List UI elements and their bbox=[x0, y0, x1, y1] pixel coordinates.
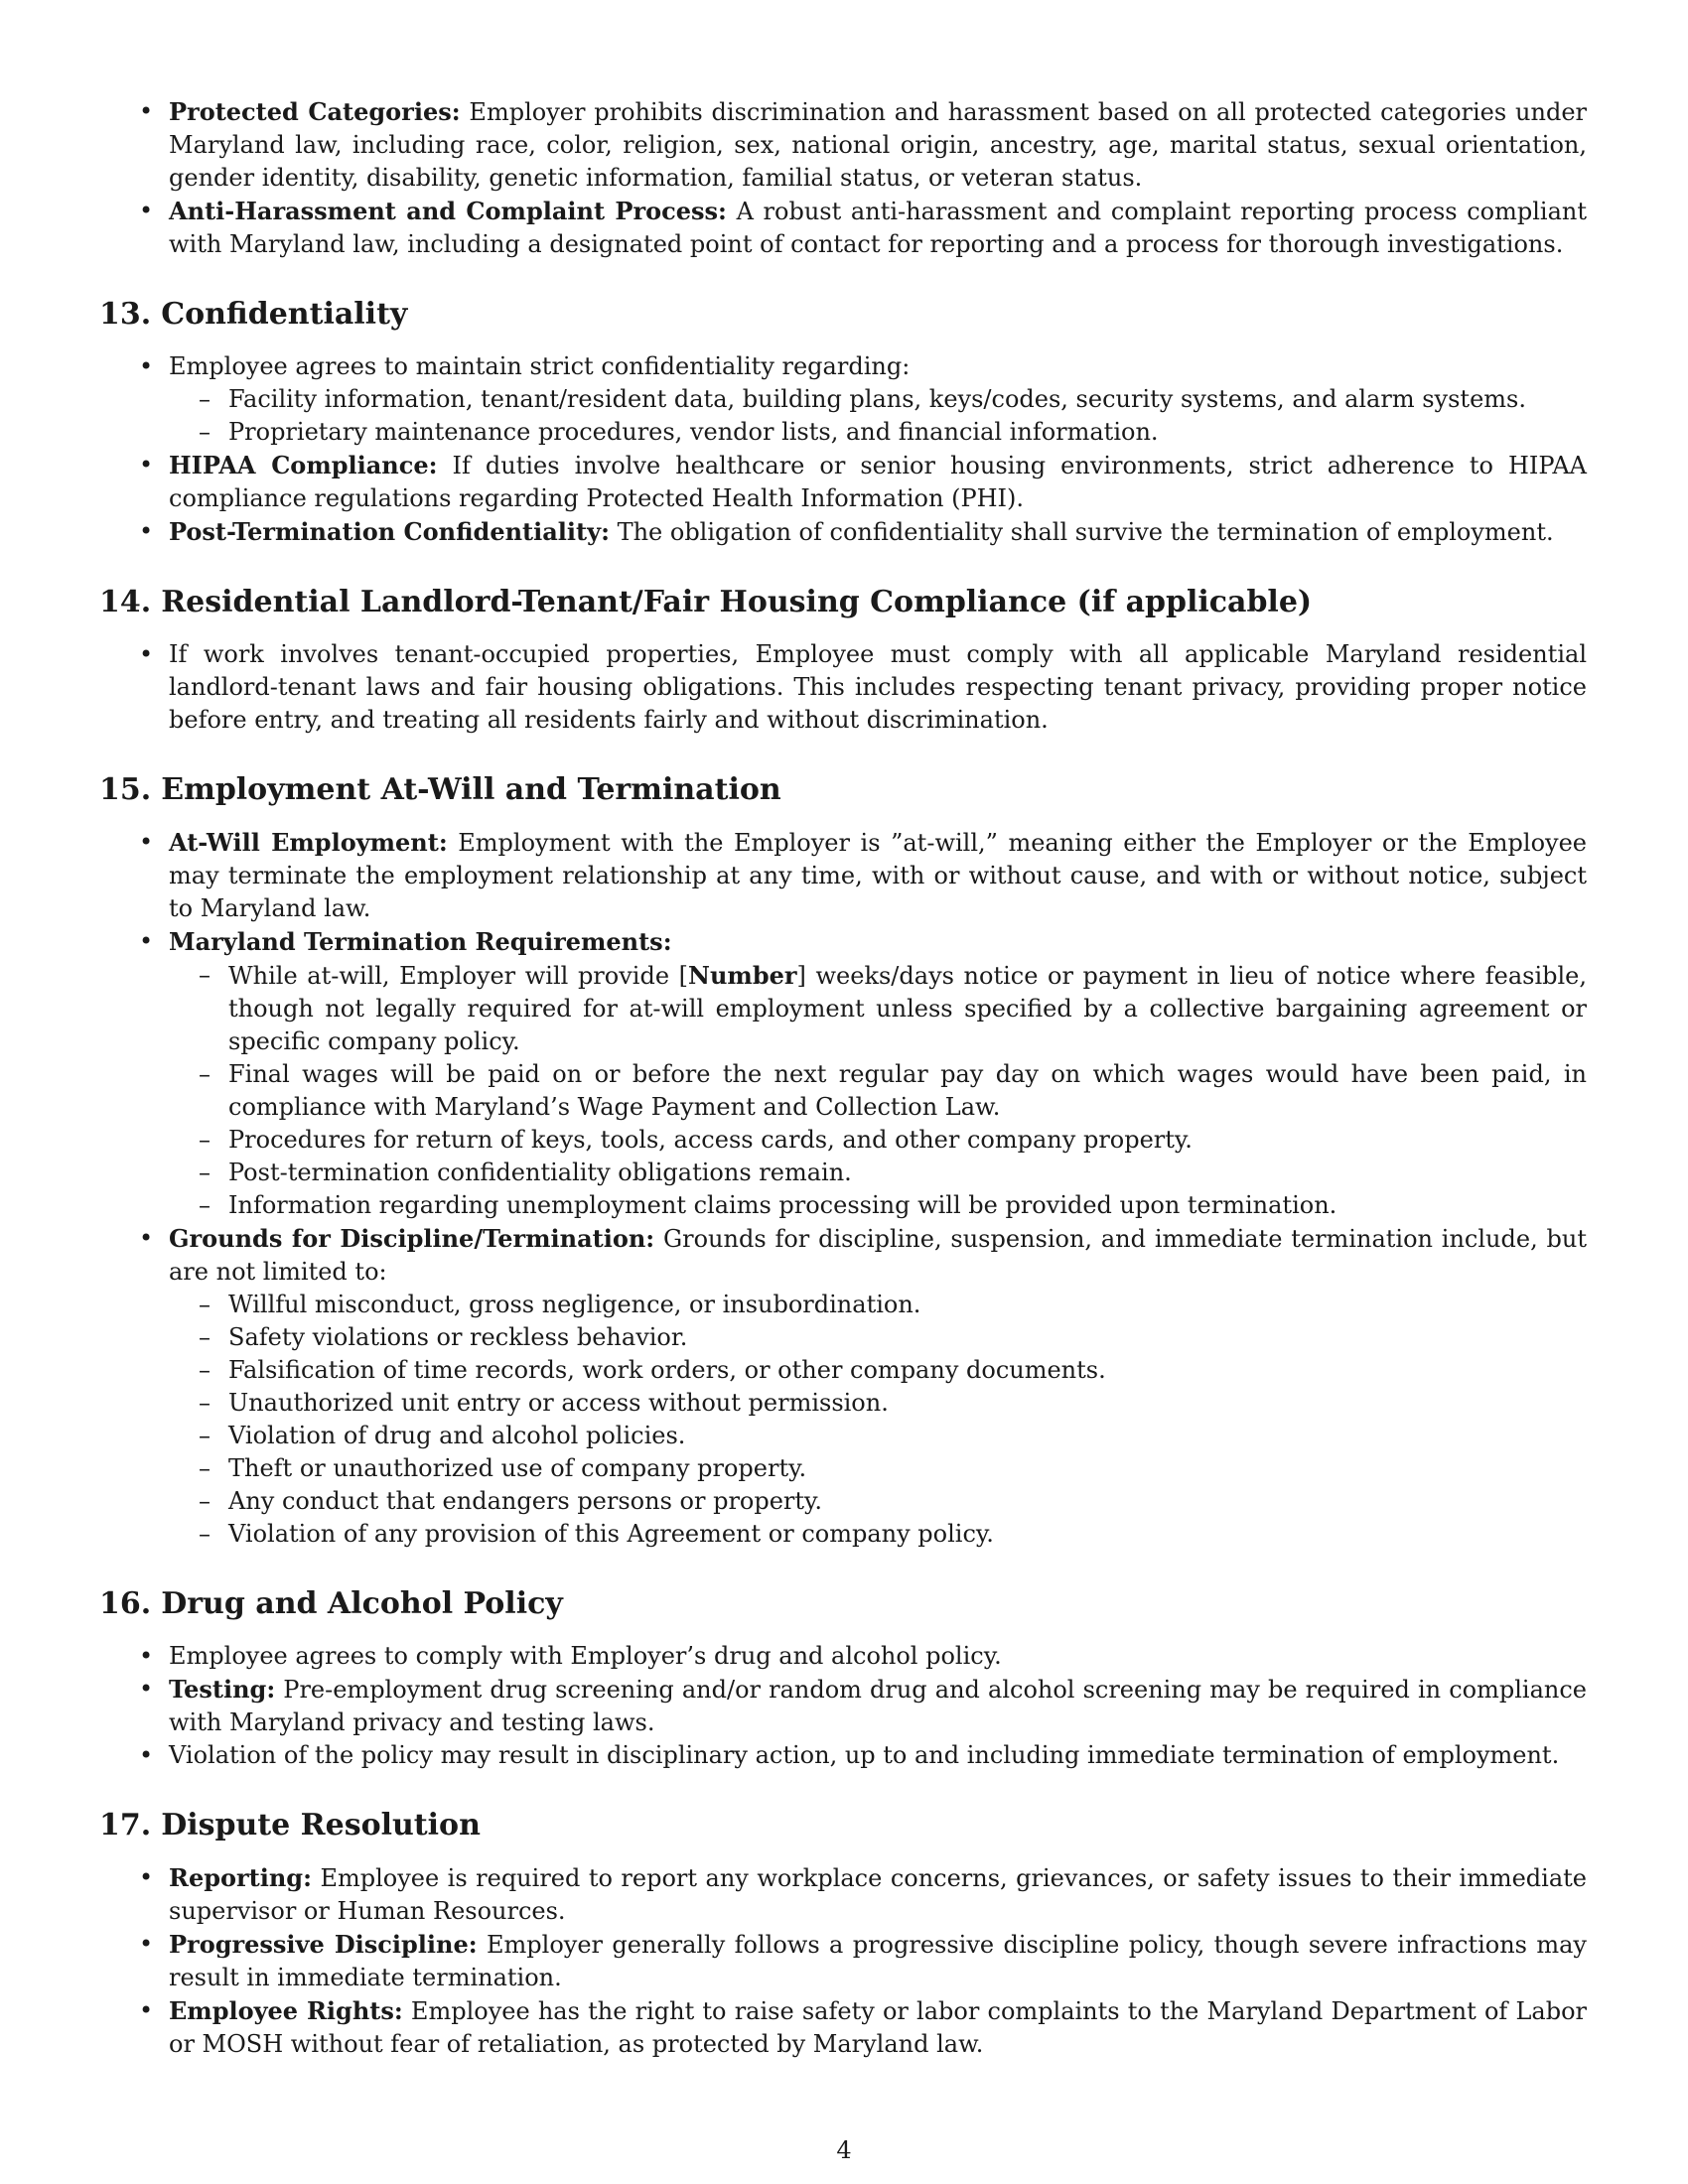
bullet-item bbox=[99, 95, 1587, 195]
section-15 bbox=[99, 772, 1587, 1551]
sub-bullet-item: – Any conduct that endangers persons or property. bbox=[169, 1485, 1587, 1518]
bullet-text: Grounds for discipline, suspension, and immediate termination include, but are not limited to: bbox=[169, 1225, 1587, 1286]
intro-bullet-list bbox=[99, 95, 1587, 261]
section-17 bbox=[99, 1808, 1587, 2061]
sub-bullet-item: – Theft or unauthorized use of company property. bbox=[169, 1452, 1587, 1485]
section-number: 15. bbox=[99, 772, 152, 807]
sub-bullet-item: – Violation of any provision of this Agreement or company policy. bbox=[169, 1518, 1587, 1551]
sub-bullet-item: – Procedures for return of keys, tools, access cards, and other company property. bbox=[169, 1124, 1587, 1157]
bullet-text: Employee is required to report any workplace concerns, grievances, or safety issues to their immediate supervisor or Human Resources. bbox=[169, 1864, 1587, 1925]
bullet-text: Violation of the policy may result in disciplinary action, up to and including immediate termination of employment. bbox=[169, 1741, 1560, 1769]
page-number: 4 bbox=[836, 2136, 852, 2164]
bullet-item bbox=[99, 1640, 1587, 1673]
sub-bullet-list bbox=[169, 959, 1587, 1222]
sub-bullet-item: – Facility information, tenant/resident data, building plans, keys/codes, security systems, and alarm systems. bbox=[169, 383, 1587, 416]
section-heading bbox=[99, 1586, 1587, 1622]
bullet-heading: Testing: bbox=[169, 1675, 276, 1704]
sub-bullet-list bbox=[169, 1289, 1587, 1551]
section-number: 16. bbox=[99, 1586, 152, 1621]
sub-bullet-item: – Proprietary maintenance procedures, vendor lists, and financial information. bbox=[169, 416, 1587, 449]
bullet-heading: Maryland Termination Requirements: bbox=[169, 927, 672, 956]
bullet-text: The obligation of confidentiality shall survive the termination of employment. bbox=[609, 518, 1554, 546]
bullet-text: If duties involve healthcare or senior housing environments, strict adherence to HIPAA compliance regulations regarding Protected Health Information (PHI). bbox=[169, 452, 1587, 512]
bullet-text: Employee has the right to raise safety or labor complaints to the Maryland Department of Labor or MOSH without fear of retaliation, as protected by Maryland law. bbox=[169, 1997, 1587, 2058]
sub-bullet-item: – Unauthorized unit entry or access without permission. bbox=[169, 1387, 1587, 1420]
bullet-item bbox=[99, 515, 1587, 549]
sub-bullet-item: – Post-termination confidentiality obligations remain. bbox=[169, 1157, 1587, 1189]
sections-container bbox=[99, 297, 1587, 2061]
bullet-heading: HIPAA Compliance: bbox=[169, 451, 438, 479]
section-16 bbox=[99, 1586, 1587, 1772]
section-title: Employment At-Will and Termination bbox=[161, 772, 781, 807]
bullet-text: If work involves tenant-occupied properties, Employee must comply with all applicable Maryland residential landlord-tenant laws and fair housing obligations. This includes respecting tenant privacy, providing proper notice before entry, and treating all residents fairly and without discrimination. bbox=[169, 640, 1587, 734]
bullet-text: Employer prohibits discrimination and harassment based on all protected categories under Maryland law, including race, color, religion, sex, national origin, ancestry, age, marital status, sexual orientation, gender identity, disability, genetic information, familial status, or veteran status. bbox=[169, 98, 1587, 192]
bullet-heading: Protected Categories: bbox=[169, 97, 461, 126]
section-title: Drug and Alcohol Policy bbox=[161, 1586, 563, 1621]
bullet-text: Employee agrees to comply with Employer’s drug and alcohol policy. bbox=[169, 1642, 1002, 1670]
bullet-item bbox=[99, 1861, 1587, 1928]
document-page bbox=[99, 95, 1587, 2061]
bullet-text: Pre-employment drug screening and/or random drug and alcohol screening may be required in compliance with Maryland privacy and testing laws. bbox=[169, 1676, 1587, 1736]
bullet-item bbox=[99, 1673, 1587, 1739]
section-number: 14. bbox=[99, 585, 152, 619]
section-13 bbox=[99, 297, 1587, 549]
sub-bullet-item: – While at-will, Employer will provide [Number] weeks/days notice or payment in lieu of notice where feasible, though not legally required for at-will employment unless specified by a collective bargaining agreement or specific company policy. bbox=[169, 959, 1587, 1058]
bullet-text: Employment with the Employer is ”at-will,” meaning either the Employer or the Employee may terminate the employment relationship at any time, with or without cause, and with or without notice, subject to Maryland law. bbox=[169, 829, 1587, 922]
sub-bullet-item: – Willful misconduct, gross negligence, or insubordination. bbox=[169, 1289, 1587, 1321]
section-title: Residential Landlord-Tenant/Fair Housing Compliance (if applicable) bbox=[161, 585, 1313, 619]
bullet-text: Employee agrees to maintain strict confidentiality regarding: bbox=[169, 352, 911, 380]
bullet-heading: Employee Rights: bbox=[169, 1996, 403, 2025]
bullet-heading: Progressive Discipline: bbox=[169, 1930, 478, 1959]
bullet-list bbox=[99, 1861, 1587, 2061]
bullet-heading: Post-Termination Confidentiality: bbox=[169, 517, 610, 546]
bullet-item bbox=[99, 925, 1587, 1222]
sub-bullet-item: – Safety violations or reckless behavior. bbox=[169, 1321, 1587, 1354]
bullet-item bbox=[99, 1994, 1587, 2061]
sub-bullet-item: – Final wages will be paid on or before the next regular pay day on which wages would have been paid, in compliance with Maryland’s Wage Payment and Collection Law. bbox=[169, 1058, 1587, 1124]
sub-bullet-item: – Violation of drug and alcohol policies. bbox=[169, 1420, 1587, 1452]
section-heading bbox=[99, 1808, 1587, 1843]
bullet-item bbox=[99, 638, 1587, 737]
bullet-item bbox=[99, 195, 1587, 261]
bullet-list bbox=[99, 350, 1587, 549]
sub-bullet-item: – Information regarding unemployment claims processing will be provided upon termination. bbox=[169, 1189, 1587, 1222]
section-heading bbox=[99, 585, 1587, 620]
bullet-list bbox=[99, 826, 1587, 1551]
section-heading bbox=[99, 772, 1587, 808]
section-heading bbox=[99, 297, 1587, 333]
bullet-text: A robust anti-harassment and complaint reporting process compliant with Maryland law, including a designated point of contact for reporting and a process for thorough investigations. bbox=[169, 198, 1588, 258]
bullet-heading: Reporting: bbox=[169, 1863, 312, 1892]
bullet-list bbox=[99, 638, 1587, 737]
section-title: Dispute Resolution bbox=[161, 1808, 481, 1843]
section-title: Confidentiality bbox=[161, 297, 408, 332]
bullet-heading: Anti-Harassment and Complaint Process: bbox=[169, 197, 727, 225]
bullet-item bbox=[99, 1739, 1587, 1772]
section-number: 13. bbox=[99, 297, 152, 332]
section-number: 17. bbox=[99, 1808, 152, 1843]
bullet-list bbox=[99, 1640, 1587, 1772]
sub-bullet-item: – Falsification of time records, work orders, or other company documents. bbox=[169, 1354, 1587, 1387]
sub-bullet-list bbox=[169, 383, 1587, 449]
bullet-item bbox=[99, 1222, 1587, 1551]
bullet-heading: At-Will Employment: bbox=[169, 828, 448, 857]
bullet-heading: Grounds for Discipline/Termination: bbox=[169, 1224, 655, 1253]
bullet-item bbox=[99, 1928, 1587, 1994]
bullet-item bbox=[99, 350, 1587, 449]
bullet-item bbox=[99, 826, 1587, 925]
section-14 bbox=[99, 585, 1587, 737]
bullet-text: Employer generally follows a progressive discipline policy, though severe infractions may result in immediate termination. bbox=[169, 1931, 1587, 1991]
bullet-item bbox=[99, 449, 1587, 515]
